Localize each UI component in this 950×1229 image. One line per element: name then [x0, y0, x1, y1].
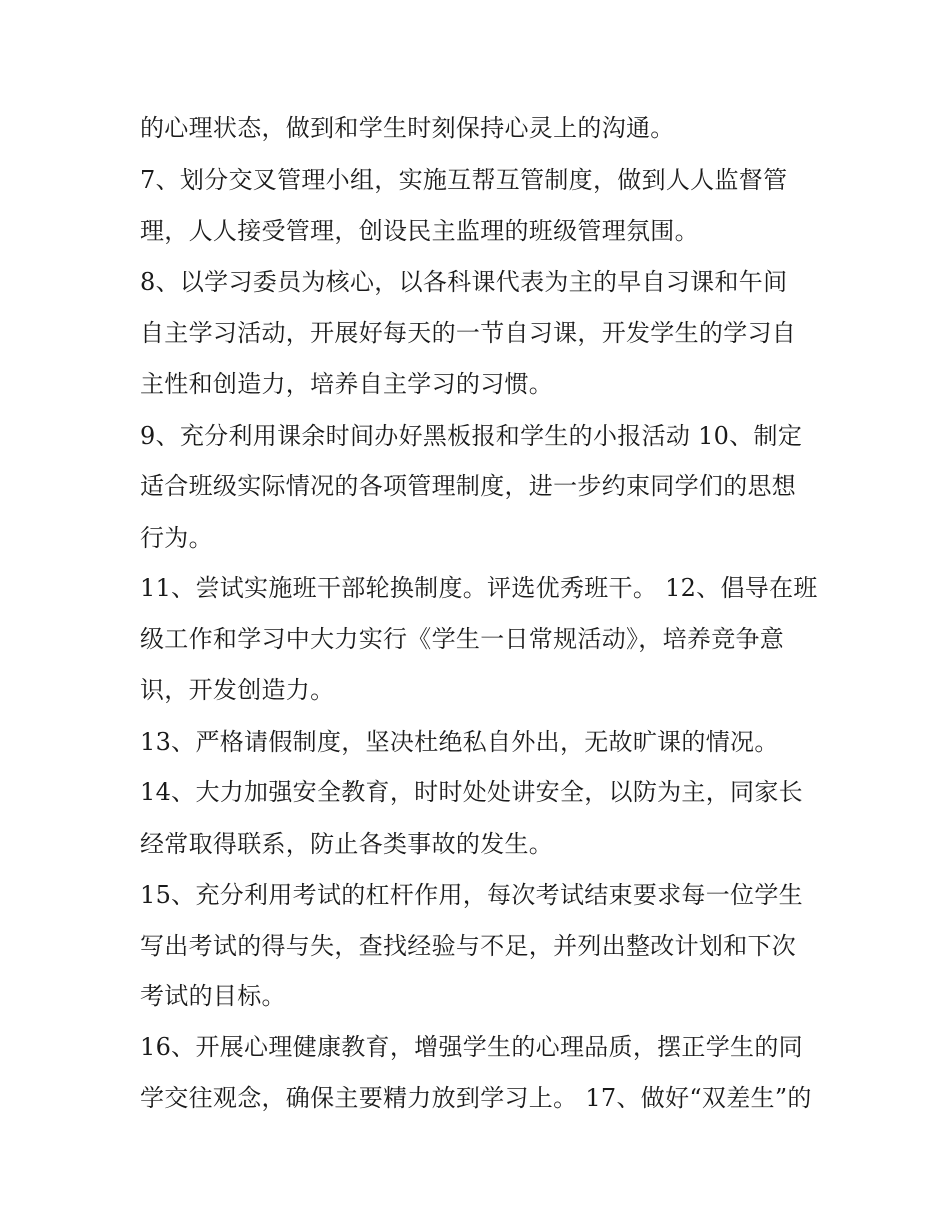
text-line: 行为。: [140, 524, 213, 552]
text-line: 考试的目标。: [140, 982, 286, 1010]
text-line: 15、充分利用考试的杠杆作用，每次考试结束要求每一位学生: [140, 881, 803, 909]
text-line: 学交往观念，确保主要精力放到学习上。 17、做好“双差生”的: [140, 1084, 812, 1112]
text-line: 13、严格请假制度，坚决杜绝私自外出，无故旷课的情况。: [140, 728, 779, 756]
text-line: 14、大力加强安全教育，时时处处讲安全，以防为主，同家长: [140, 778, 803, 806]
text-line: 写出考试的得与失，查找经验与不足，并列出整改计划和下次: [140, 932, 797, 960]
text-line: 8、以学习委员为核心，以各科课代表为主的早自习课和午间: [140, 268, 788, 296]
text-line: 适合班级实际情况的各项管理制度，进一步约束同学们的思想: [140, 472, 797, 500]
text-line: 自主学习活动，开展好每天的一节自习课，开发学生的学习自: [140, 319, 797, 347]
text-line: 9、充分利用课余时间办好黑板报和学生的小报活动 10、制定: [140, 422, 803, 450]
text-line: 的心理状态，做到和学生时刻保持心灵上的沟通。: [140, 114, 675, 142]
text-line: 经常取得联系，防止各类事故的发生。: [140, 830, 554, 858]
text-line: 主性和创造力，培养自主学习的习惯。: [140, 370, 554, 398]
text-line: 11、尝试实施班干部轮换制度。评选优秀班干。 12、倡导在班: [140, 574, 818, 602]
text-line: 理，人人接受管理，创设民主监理的班级管理氛围。: [140, 217, 699, 245]
text-line: 7、划分交叉管理小组，实施互帮互管制度，做到人人监督管: [140, 166, 788, 194]
text-line: 识，开发创造力。: [140, 676, 335, 704]
text-line: 级工作和学习中大力实行《学生一日常规活动》，培养竞争意: [140, 625, 785, 653]
text-line: 16、开展心理健康教育，增强学生的心理品质，摆正学生的同: [140, 1033, 803, 1061]
